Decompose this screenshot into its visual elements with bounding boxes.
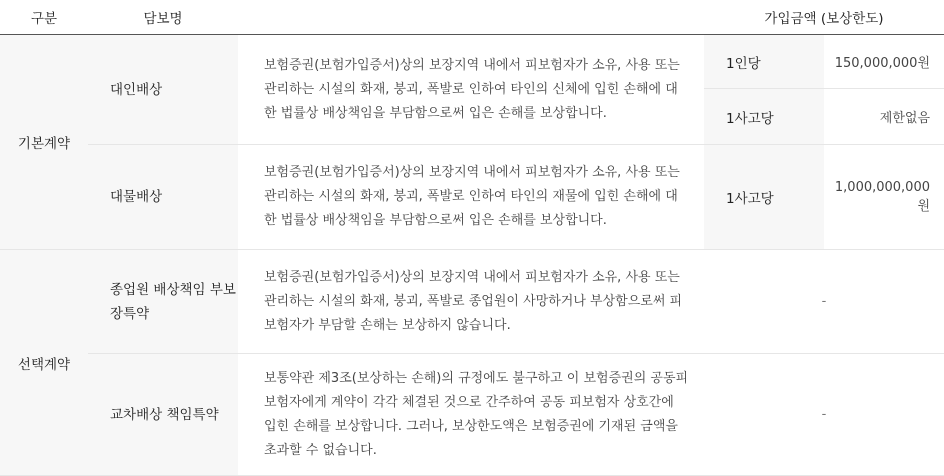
- header-description: [238, 0, 704, 35]
- coverage-name-employee: 종업원 배상책임 부보장특약: [88, 250, 238, 354]
- table-row: [0, 354, 944, 476]
- limit-unit-per-accident-bodily: 1사고당: [704, 89, 824, 145]
- limit-unit-per-accident-property: 1사고당: [704, 145, 824, 250]
- category-optional: 선택계약: [0, 250, 88, 476]
- limit-value-per-accident-bodily: 제한없음: [824, 89, 944, 145]
- coverage-description-property: 보험증권(보험가입증서)상의 보장지역 내에서 피보험자가 소유, 사용 또는 관리하는 시설의 화재, 붕괴, 폭발로 인하여 타인의 재물에 입힌 손해에 대한 법률상 배상책임을 부담함으로써 입은 손해를 보상합니다.: [238, 145, 704, 250]
- table-row: [0, 145, 944, 250]
- coverage-name-cross: 교차배상 책임특약: [88, 354, 238, 476]
- limit-value-per-accident-property: 1,000,000,000원: [824, 145, 944, 250]
- limit-value-employee: -: [704, 250, 944, 354]
- coverage-name-property: 대물배상: [88, 145, 238, 250]
- coverage-name-bodily: 대인배상: [88, 35, 238, 145]
- table-row: [0, 35, 944, 89]
- table-row: [0, 250, 944, 354]
- coverage-description-cross: 보통약관 제3조(보상하는 손해)의 규정에도 불구하고 이 보험증권의 공동피보험자에게 계약이 각각 체결된 것으로 간주하여 공동 피보험자 상호간에 입힌 손해를 보상합니다. 그러나, 보상한도액은 보험증권에 기재된 금액을 초과할 수 없습니다.: [238, 354, 704, 476]
- header-category: 구분: [0, 0, 88, 35]
- category-basic: 기본계약: [0, 35, 88, 250]
- table-header-row: [0, 0, 944, 35]
- limit-value-per-person: 150,000,000원: [824, 35, 944, 89]
- limit-value-cross: -: [704, 354, 944, 476]
- header-coverage-name: 담보명: [88, 0, 238, 35]
- limit-unit-per-person: 1인당: [704, 35, 824, 89]
- coverage-description-employee: 보험증권(보험가입증서)상의 보장지역 내에서 피보험자가 소유, 사용 또는 관리하는 시설의 화재, 붕괴, 폭발로 종업원이 사망하거나 부상함으로써 피보험자가 부담할 손해는 보상하지 않습니다.: [238, 250, 704, 354]
- header-amount: 가입금액 (보상한도): [704, 0, 944, 35]
- coverage-description-bodily: 보험증권(보험가입증서)상의 보장지역 내에서 피보험자가 소유, 사용 또는 관리하는 시설의 화재, 붕괴, 폭발로 인하여 타인의 신체에 입힌 손해에 대한 법률상 배상책임을 부담함으로써 입은 손해를 보상합니다.: [238, 35, 704, 145]
